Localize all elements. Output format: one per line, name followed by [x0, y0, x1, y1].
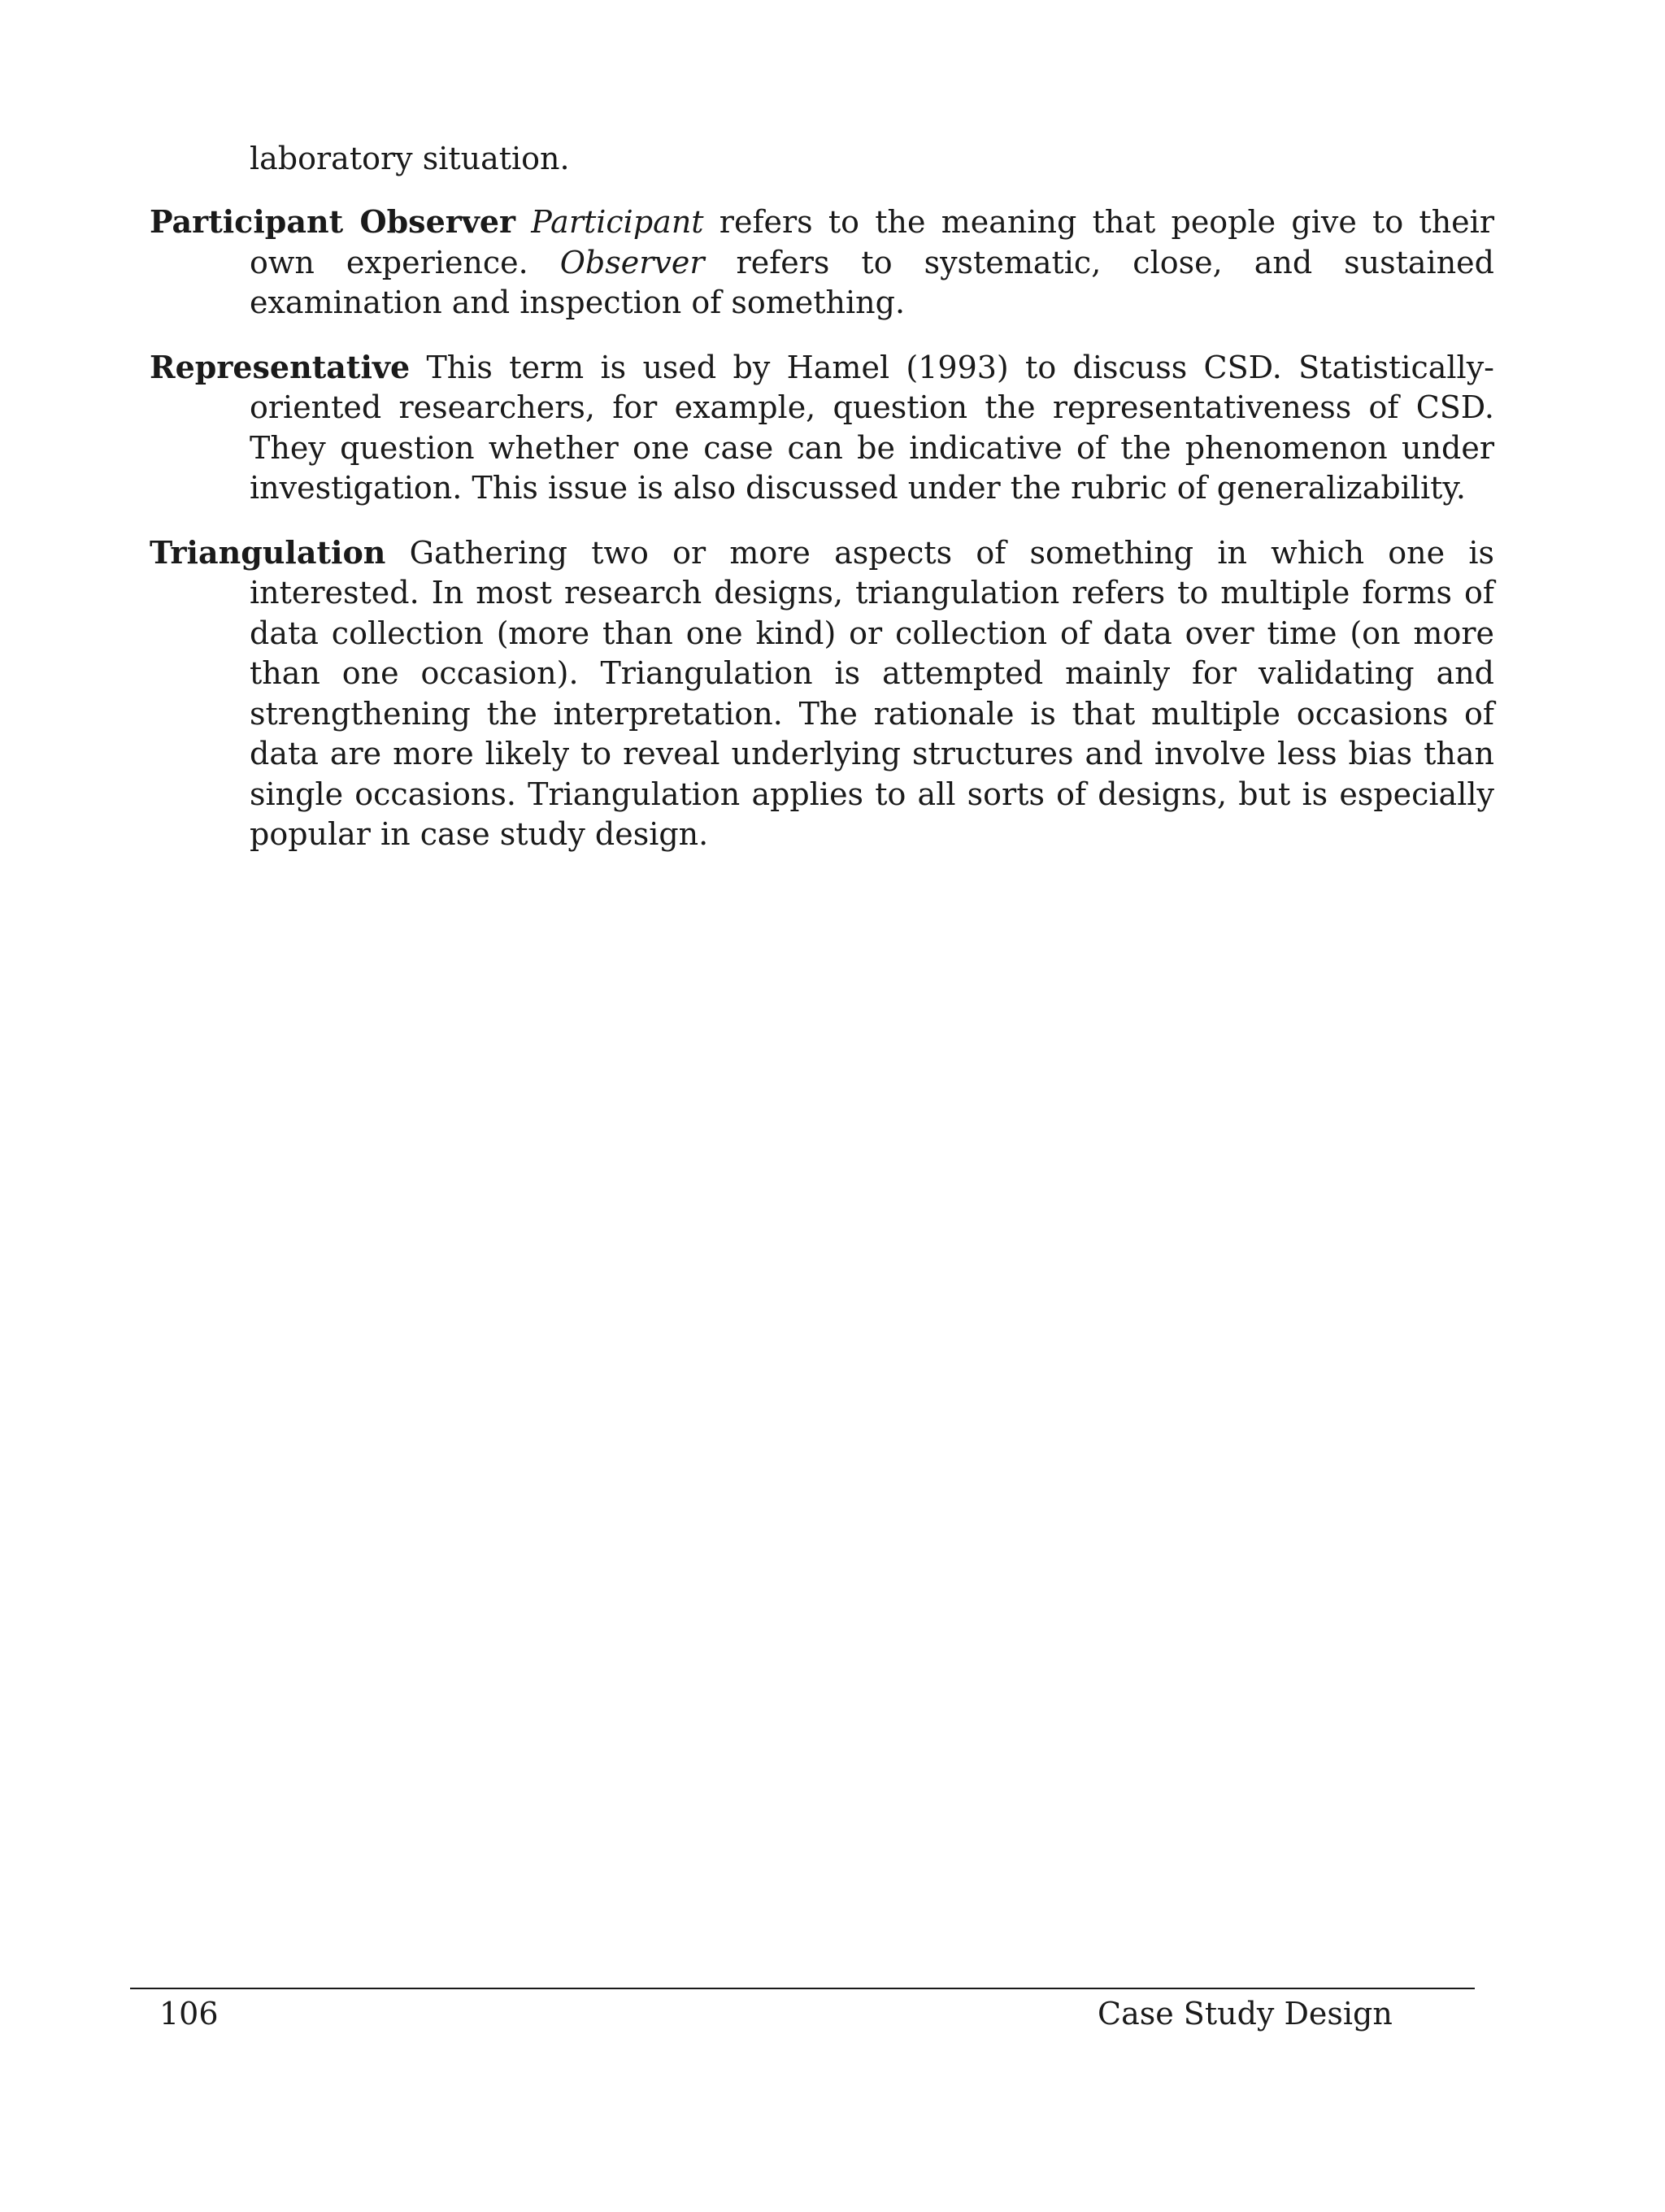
glossary-term: Representative — [150, 348, 411, 385]
running-title: Case Study Design — [1098, 1996, 1393, 2032]
continuation-text: laboratory situation. — [250, 141, 570, 176]
glossary-entry-triangulation — [150, 532, 1494, 855]
definition-text: Gathering two or more aspects of something in which one is interested. In most research designs, triangulation refers to multiple forms of data collection (more than one kind) or collection of data over time (on more than one occasion). Triangulation is attempted mainly for validating and strengthening the interpretation. The rationale is that multiple occasions of data are more likely to reveal underlying structures and involve less bias than single occasions. Triangulation applies to all sorts of designs, but is especially popular in case study design. — [250, 534, 1494, 852]
glossary-entry-participant-observer — [150, 202, 1494, 324]
glossary-content — [150, 138, 1494, 879]
italic-word: Participant — [531, 204, 704, 240]
definition-text: This term is used by Hamel (1993) to discuss CSD. Statistically-oriented researchers, for example, question the representativeness of CSD. They question whether one case can be indicative of the phenomenon under investigation. This issue is also discussed under the rubric of generalizability. — [250, 349, 1494, 506]
footer-divider — [130, 1988, 1475, 1989]
glossary-term: Participant Observer — [150, 203, 516, 240]
italic-word: Observer — [559, 244, 705, 280]
glossary-entry-representative — [150, 347, 1494, 509]
glossary-term: Triangulation — [150, 533, 386, 571]
definition-text: refers to the meaning that people give to their own experience. — [250, 204, 1494, 280]
page-number: 106 — [159, 1996, 219, 2032]
definition-text: refers to systematic, close, and sustained examination and inspection of something. — [250, 244, 1494, 320]
